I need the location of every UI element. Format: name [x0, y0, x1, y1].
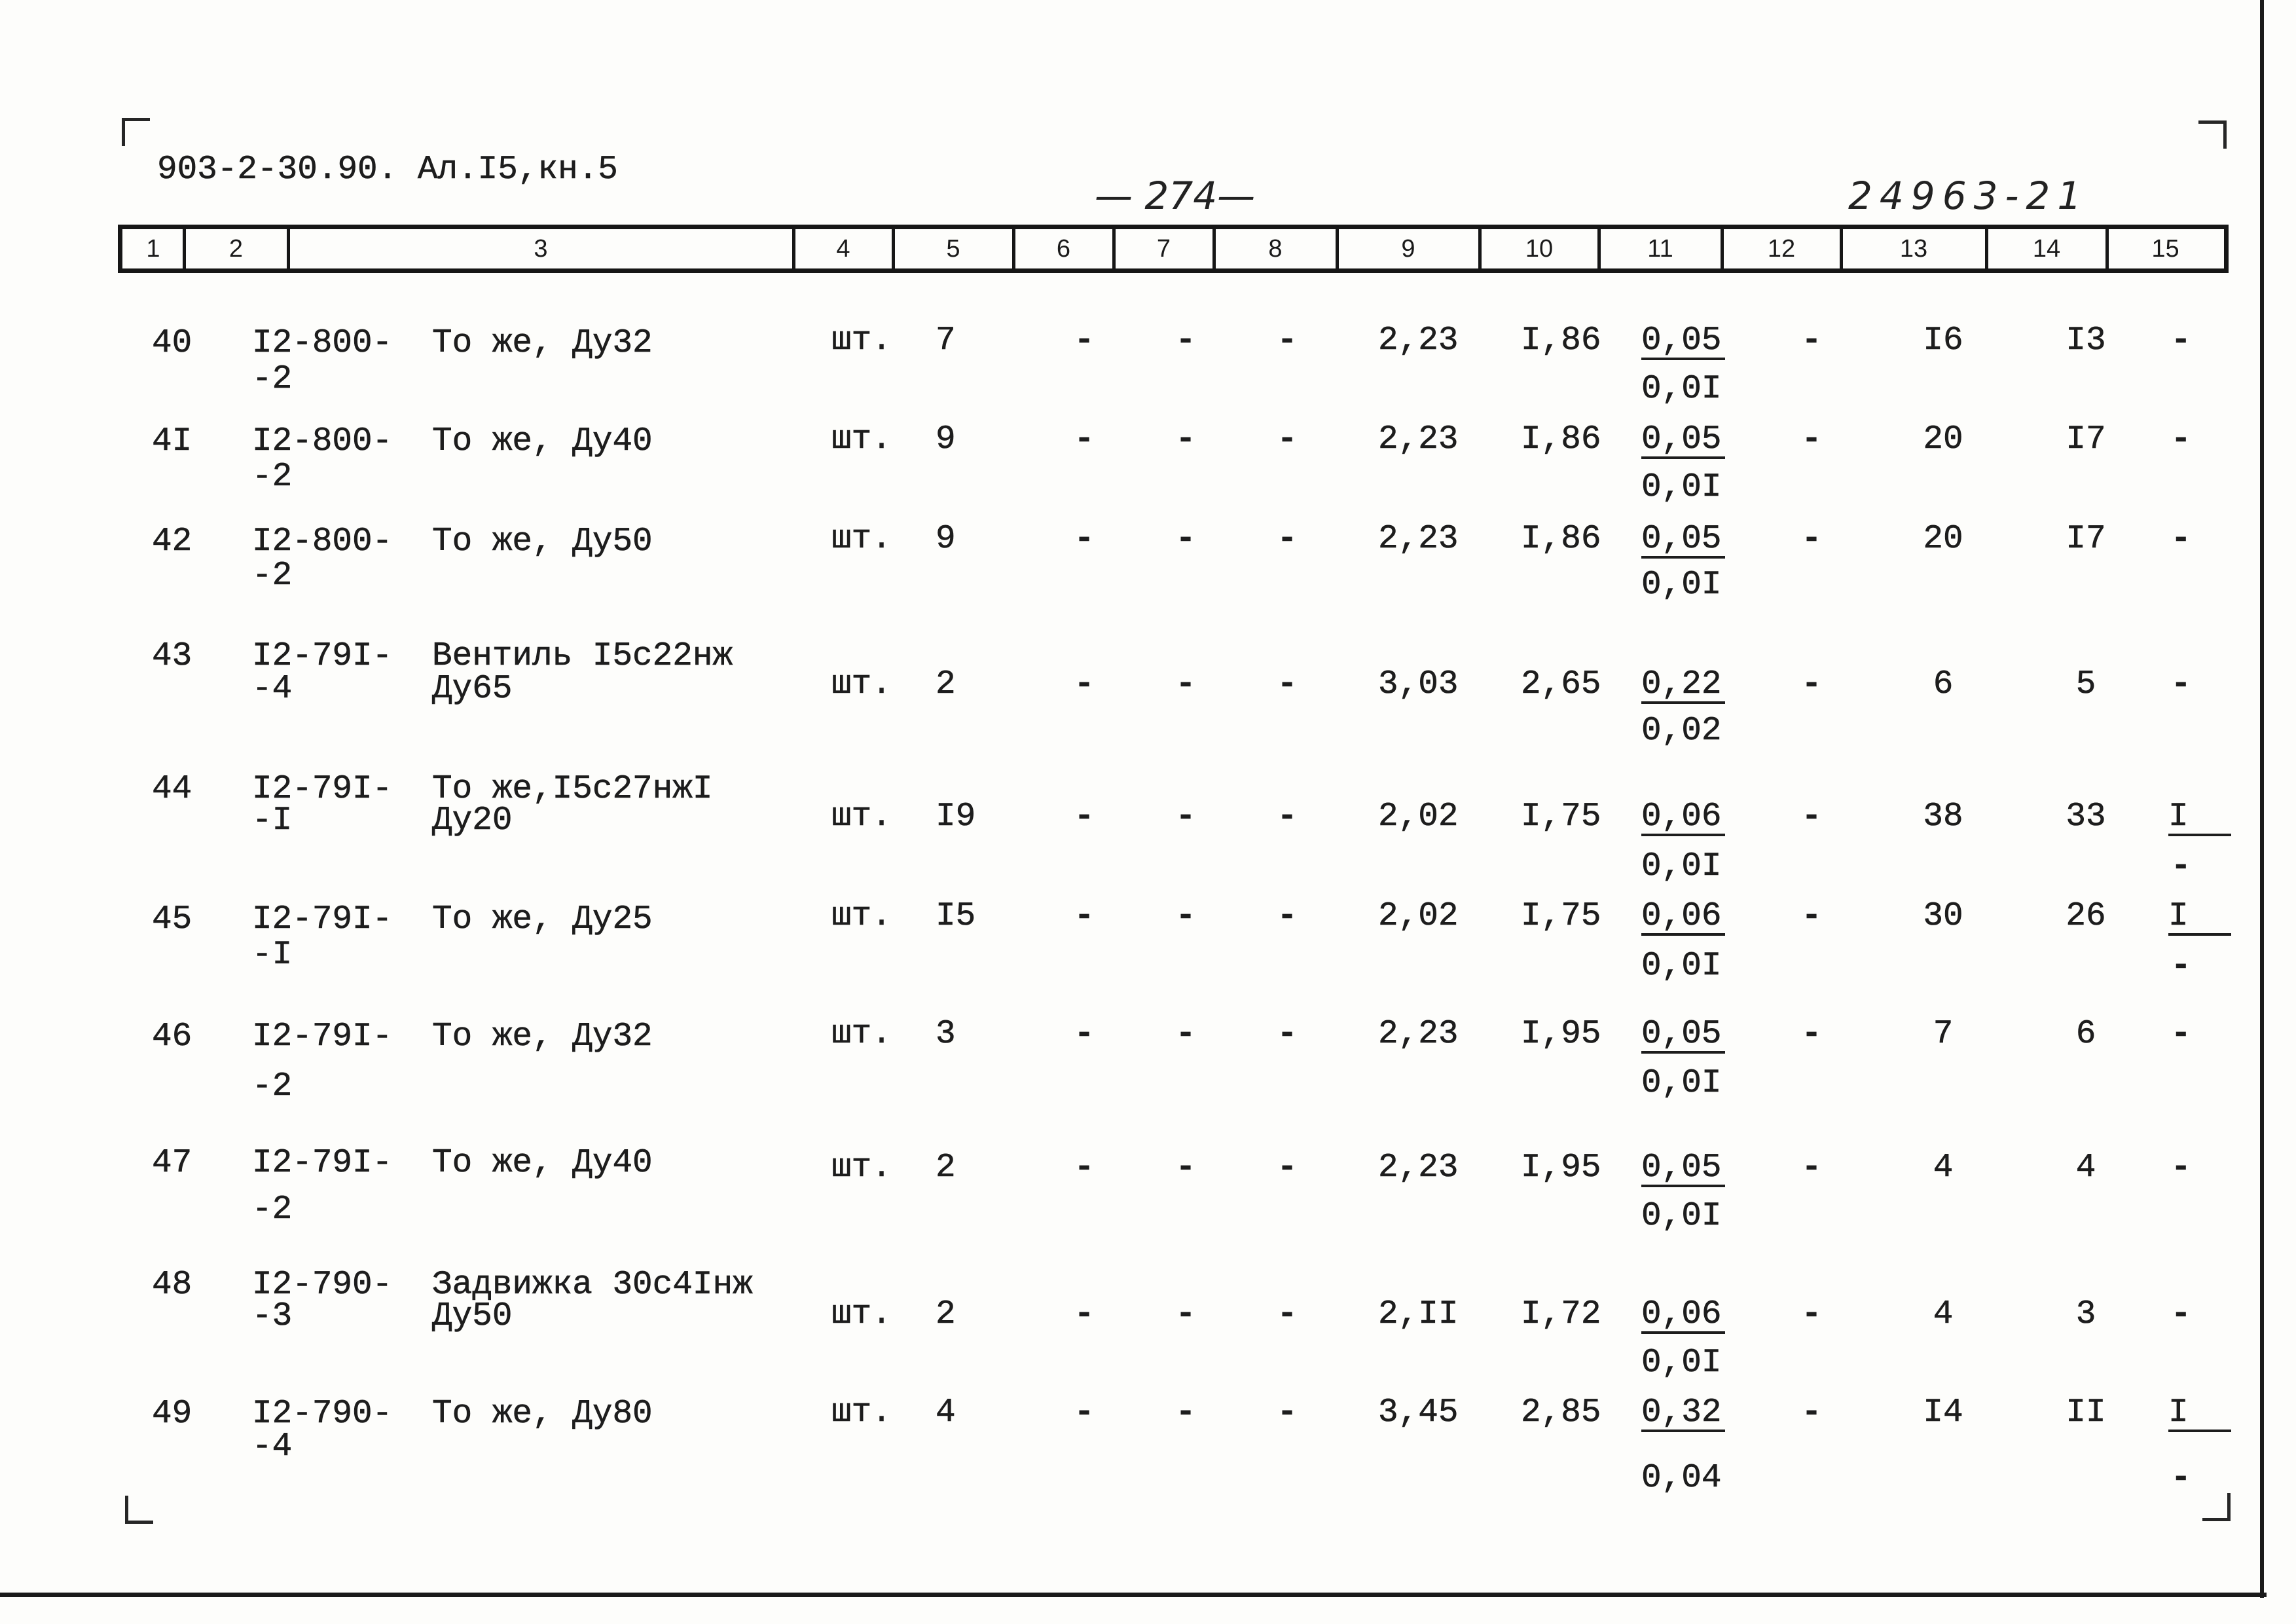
- unit: шт.: [831, 322, 892, 360]
- col15-numerator: I: [2168, 900, 2231, 936]
- column-number: 9: [1401, 235, 1415, 263]
- col11-numerator: 0,05: [1641, 1018, 1725, 1054]
- col13-value: 20: [1923, 521, 1963, 558]
- col14-value: 6: [2075, 1016, 2096, 1053]
- col10-value: 2,85: [1521, 1394, 1601, 1431]
- col15-denominator: -: [2171, 1460, 2191, 1497]
- catalog-code-line: I2-790-: [252, 1395, 393, 1433]
- col14-value: I3: [2066, 322, 2106, 360]
- col12-value: -: [1801, 1394, 1822, 1431]
- catalog-code-line: I2-800-: [252, 523, 393, 561]
- item-name-line: То же,I5с27нжI: [432, 771, 713, 808]
- quantity: I5: [936, 898, 976, 935]
- column-divider: [1985, 229, 1988, 268]
- col8-value: -: [1277, 798, 1298, 836]
- col9-value: 2,II: [1378, 1296, 1459, 1333]
- unit: шт.: [831, 1149, 892, 1187]
- col8-value: -: [1277, 1016, 1298, 1053]
- col7-value: -: [1175, 1394, 1196, 1431]
- col11-numerator: 0,05: [1641, 423, 1725, 459]
- col11-numerator: 0,05: [1641, 523, 1725, 559]
- col15-value: -: [2171, 1016, 2191, 1053]
- col15-numerator: I: [2168, 800, 2231, 836]
- col11-numerator: 0,06: [1641, 800, 1725, 836]
- column-divider: [1112, 229, 1116, 268]
- col15-value: -: [2171, 1296, 2191, 1333]
- col12-value: -: [1801, 798, 1822, 836]
- table-row: [0, 315, 2296, 416]
- col7-value: -: [1175, 666, 1196, 703]
- col10-value: I,95: [1521, 1149, 1601, 1187]
- col12-value: -: [1801, 1149, 1822, 1187]
- row-number: 44: [152, 771, 192, 808]
- catalog-code-line: I2-79I-: [252, 1145, 393, 1182]
- col14-value: 3: [2075, 1296, 2096, 1333]
- col15-value: -: [2171, 421, 2191, 458]
- column-number: 10: [1525, 235, 1554, 263]
- column-number: 8: [1268, 235, 1283, 263]
- column-divider: [1012, 229, 1015, 268]
- col13-value: 4: [1933, 1149, 1954, 1187]
- col7-value: -: [1175, 1016, 1196, 1053]
- col15-value: -: [2171, 322, 2191, 360]
- column-number: 4: [836, 235, 850, 263]
- col6-value: -: [1074, 798, 1095, 836]
- col14-value: I7: [2066, 521, 2106, 558]
- table-row: [0, 631, 2296, 758]
- column-divider: [2105, 229, 2109, 268]
- col6-value: -: [1074, 322, 1095, 360]
- col9-value: 2,23: [1378, 421, 1459, 458]
- row-number: 46: [152, 1018, 192, 1056]
- row-number: 45: [152, 901, 192, 938]
- column-divider: [792, 229, 795, 268]
- table-row: [0, 1387, 2296, 1505]
- col11-numerator: 0,32: [1641, 1396, 1725, 1432]
- item-name-line: То же, Ду40: [432, 423, 653, 460]
- unit: шт.: [831, 1296, 892, 1333]
- row-number: 42: [152, 523, 192, 561]
- col13-value: 7: [1933, 1016, 1954, 1053]
- catalog-code-line: -I: [252, 936, 293, 974]
- col12-value: -: [1801, 322, 1822, 360]
- col10-value: I,75: [1521, 898, 1601, 935]
- column-divider: [1721, 229, 1724, 268]
- column-number: 7: [1156, 235, 1171, 263]
- table-row: [0, 764, 2296, 893]
- col9-value: 3,45: [1378, 1394, 1459, 1431]
- col11-numerator: 0,22: [1641, 668, 1725, 704]
- col8-value: -: [1277, 1296, 1298, 1333]
- col6-value: -: [1074, 1149, 1095, 1187]
- col12-value: -: [1801, 666, 1822, 703]
- col6-value: -: [1074, 421, 1095, 458]
- col11-numerator: 0,05: [1641, 324, 1725, 360]
- col12-value: -: [1801, 421, 1822, 458]
- column-number: 3: [534, 235, 548, 263]
- table-row: [0, 1008, 2296, 1110]
- col11-numerator: 0,05: [1641, 1151, 1725, 1187]
- quantity: 4: [936, 1394, 956, 1431]
- col6-value: -: [1074, 666, 1095, 703]
- catalog-code-line: -3: [252, 1298, 293, 1335]
- catalog-code-line: I2-79I-: [252, 771, 393, 808]
- col7-value: -: [1175, 421, 1196, 458]
- col11-denominator: 0,02: [1641, 712, 1722, 750]
- column-number-header: [118, 225, 2229, 273]
- col11-denominator: 0,0I: [1641, 469, 1722, 506]
- col15-value: -: [2171, 521, 2191, 558]
- col14-value: I7: [2066, 421, 2106, 458]
- col8-value: -: [1277, 666, 1298, 703]
- catalog-code-line: -2: [252, 1068, 293, 1105]
- row-number: 40: [152, 325, 192, 362]
- col13-value: 38: [1923, 798, 1963, 836]
- table-row: [0, 1137, 2296, 1243]
- col6-value: -: [1074, 1394, 1095, 1431]
- column-divider: [1212, 229, 1216, 268]
- col10-value: I,86: [1521, 421, 1601, 458]
- item-name-line: Вентиль I5с22нж: [432, 638, 733, 675]
- col9-value: 2,02: [1378, 798, 1459, 836]
- col14-value: 5: [2075, 666, 2096, 703]
- row-number: 48: [152, 1266, 192, 1304]
- col6-value: -: [1074, 898, 1095, 935]
- col7-value: -: [1175, 521, 1196, 558]
- table-row: [0, 891, 2296, 993]
- item-name-line: Задвижка 30с4Iнж: [432, 1266, 753, 1304]
- catalog-code-line: I2-79I-: [252, 1018, 393, 1056]
- col11-denominator: 0,0I: [1641, 371, 1722, 408]
- catalog-code-line: -I: [252, 802, 293, 840]
- col15-denominator: -: [2171, 848, 2191, 885]
- col8-value: -: [1277, 421, 1298, 458]
- table-row: [0, 414, 2296, 514]
- col9-value: 2,23: [1378, 322, 1459, 360]
- col15-value: -: [2171, 666, 2191, 703]
- col11-denominator: 0,04: [1641, 1460, 1722, 1497]
- col13-value: 4: [1933, 1296, 1954, 1333]
- quantity: 9: [936, 421, 956, 458]
- quantity: 3: [936, 1016, 956, 1053]
- quantity: 7: [936, 322, 956, 360]
- col14-value: 4: [2075, 1149, 2096, 1187]
- col10-value: I,75: [1521, 798, 1601, 836]
- column-divider: [1840, 229, 1843, 268]
- quantity: I9: [936, 798, 976, 836]
- inventory-number: 24963-21: [1848, 174, 2089, 218]
- page-number: — 274—: [1095, 174, 1256, 218]
- catalog-code-line: I2-79I-: [252, 901, 393, 938]
- column-number: 5: [946, 235, 960, 263]
- column-number: 12: [1767, 235, 1796, 263]
- corner-mark-top-left: [122, 118, 150, 146]
- column-divider: [892, 229, 895, 268]
- col7-value: -: [1175, 322, 1196, 360]
- catalog-code-line: -4: [252, 1428, 293, 1466]
- catalog-code-line: -4: [252, 671, 293, 708]
- item-name-line: То же, Ду80: [432, 1395, 653, 1433]
- column-number: 2: [228, 235, 244, 263]
- col15-denominator: -: [2171, 948, 2191, 985]
- col11-denominator: 0,0I: [1641, 1198, 1722, 1235]
- col6-value: -: [1074, 1016, 1095, 1053]
- col7-value: -: [1175, 898, 1196, 935]
- col15-numerator: I: [2168, 1396, 2231, 1432]
- catalog-code-line: -2: [252, 557, 293, 595]
- col11-denominator: 0,0I: [1641, 566, 1722, 604]
- catalog-code-line: I2-79I-: [252, 638, 393, 675]
- column-divider: [1597, 229, 1601, 268]
- col8-value: -: [1277, 1149, 1298, 1187]
- col9-value: 2,23: [1378, 1149, 1459, 1187]
- row-number: 49: [152, 1395, 192, 1433]
- column-number: 1: [146, 235, 160, 263]
- item-name-line: Ду65: [432, 671, 513, 708]
- col10-value: I,86: [1521, 521, 1601, 558]
- row-number: 4I: [152, 423, 192, 460]
- table-row: [0, 1259, 2296, 1390]
- catalog-code-line: I2-800-: [252, 423, 393, 460]
- unit: шт.: [831, 666, 892, 703]
- catalog-code-line: -2: [252, 1191, 293, 1228]
- col11-denominator: 0,0I: [1641, 1065, 1722, 1102]
- corner-mark-top-right: [2198, 120, 2227, 149]
- col12-value: -: [1801, 898, 1822, 935]
- col13-value: I6: [1923, 322, 1963, 360]
- col10-value: I,95: [1521, 1016, 1601, 1053]
- col15-value: -: [2171, 1149, 2191, 1187]
- quantity: 2: [936, 1149, 956, 1187]
- column-divider: [1336, 229, 1339, 268]
- col7-value: -: [1175, 798, 1196, 836]
- column-divider: [1478, 229, 1482, 268]
- col11-denominator: 0,0I: [1641, 1344, 1722, 1382]
- col7-value: -: [1175, 1296, 1196, 1333]
- col8-value: -: [1277, 521, 1298, 558]
- catalog-code-line: I2-790-: [252, 1266, 393, 1304]
- column-divider: [183, 229, 186, 268]
- col6-value: -: [1074, 521, 1095, 558]
- col12-value: -: [1801, 1296, 1822, 1333]
- document-code: 903-2-30.90. Ал.I5,кн.5: [157, 151, 618, 189]
- item-name-line: То же, Ду25: [432, 901, 653, 938]
- column-number: 6: [1056, 235, 1071, 263]
- item-name-line: То же, Ду32: [432, 1018, 653, 1056]
- sheet-edge-bottom: [0, 1593, 2267, 1597]
- col8-value: -: [1277, 322, 1298, 360]
- catalog-code-line: -2: [252, 361, 293, 398]
- unit: шт.: [831, 421, 892, 458]
- item-name-line: Ду50: [432, 1298, 513, 1335]
- col14-value: 26: [2066, 898, 2106, 935]
- catalog-code-line: -2: [252, 458, 293, 496]
- col13-value: 30: [1923, 898, 1963, 935]
- col9-value: 2,02: [1378, 898, 1459, 935]
- col11-denominator: 0,0I: [1641, 848, 1722, 885]
- unit: шт.: [831, 1394, 892, 1431]
- col13-value: 20: [1923, 421, 1963, 458]
- item-name-line: Ду20: [432, 802, 513, 840]
- col10-value: I,72: [1521, 1296, 1601, 1333]
- unit: шт.: [831, 521, 892, 558]
- column-number: 11: [1647, 235, 1673, 263]
- item-name-line: То же, Ду32: [432, 325, 653, 362]
- item-name-line: То же, Ду40: [432, 1145, 653, 1182]
- column-number: 13: [1899, 235, 1928, 263]
- quantity: 2: [936, 1296, 956, 1333]
- column-number: 14: [2032, 235, 2061, 263]
- col8-value: -: [1277, 1394, 1298, 1431]
- table-row: [0, 513, 2296, 612]
- catalog-code-line: I2-800-: [252, 325, 393, 362]
- col11-numerator: 0,06: [1641, 900, 1725, 936]
- col8-value: -: [1277, 898, 1298, 935]
- quantity: 2: [936, 666, 956, 703]
- unit: шт.: [831, 798, 892, 836]
- row-number: 43: [152, 638, 192, 675]
- col13-value: 6: [1933, 666, 1954, 703]
- col9-value: 2,23: [1378, 521, 1459, 558]
- sheet-edge-right: [2260, 0, 2264, 1598]
- col14-value: II: [2066, 1394, 2106, 1431]
- col10-value: 2,65: [1521, 666, 1601, 703]
- col9-value: 3,03: [1378, 666, 1459, 703]
- column-number: 15: [2151, 235, 2179, 263]
- col10-value: I,86: [1521, 322, 1601, 360]
- col14-value: 33: [2066, 798, 2106, 836]
- unit: шт.: [831, 1016, 892, 1053]
- col12-value: -: [1801, 1016, 1822, 1053]
- col13-value: I4: [1923, 1394, 1963, 1431]
- quantity: 9: [936, 521, 956, 558]
- col11-numerator: 0,06: [1641, 1298, 1725, 1334]
- col9-value: 2,23: [1378, 1016, 1459, 1053]
- col6-value: -: [1074, 1296, 1095, 1333]
- column-divider: [287, 229, 290, 268]
- col7-value: -: [1175, 1149, 1196, 1187]
- item-name-line: То же, Ду50: [432, 523, 653, 561]
- unit: шт.: [831, 898, 892, 935]
- row-number: 47: [152, 1145, 192, 1182]
- col12-value: -: [1801, 521, 1822, 558]
- col11-denominator: 0,0I: [1641, 948, 1722, 985]
